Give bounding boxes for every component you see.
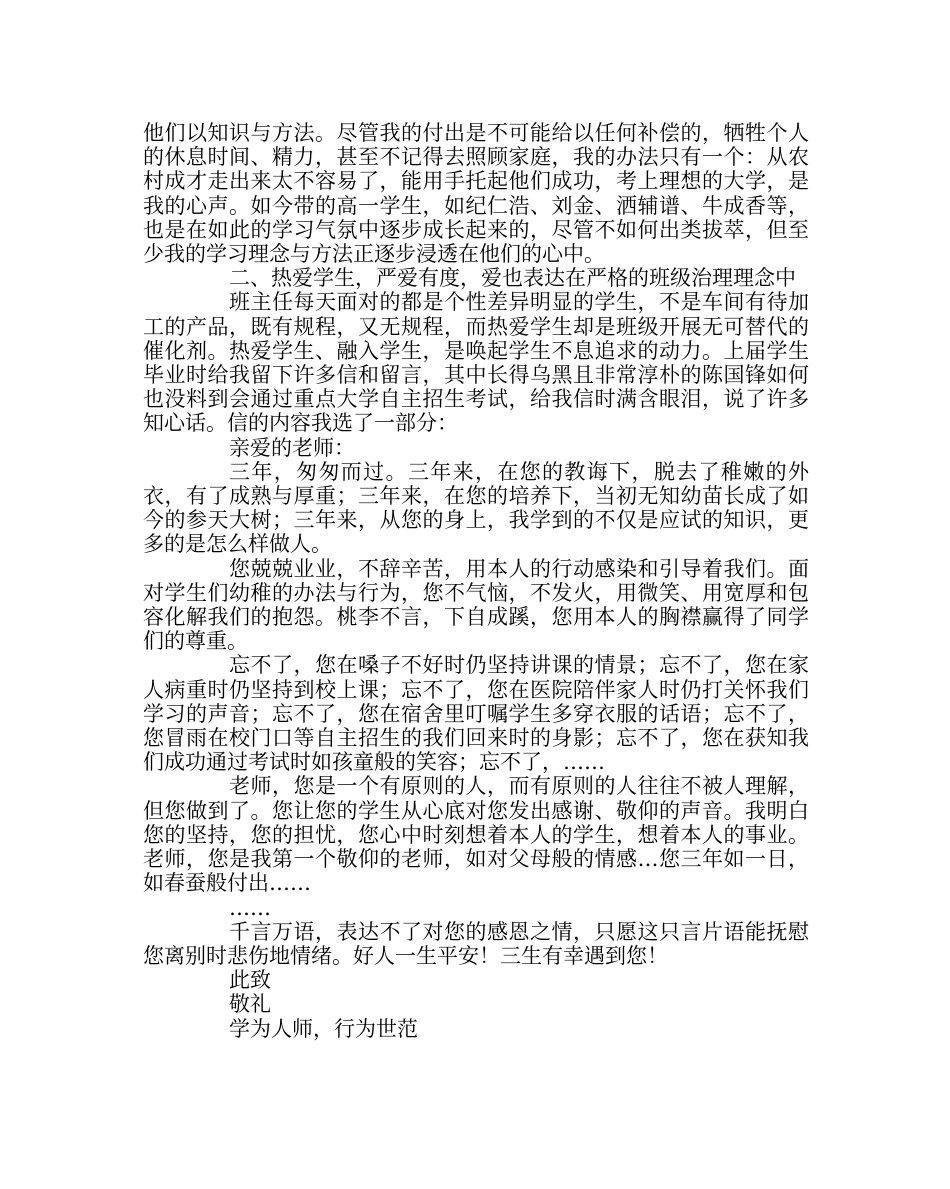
letter-ellipsis: …… bbox=[229, 895, 271, 920]
letter-paragraph-principled: 老师，您是一个有原则的人，而有原则的人往往不被人理解，但您做到了。您让您的学生从心底对您发出感谢、敬仰的声音。我明白您的坚持，您的担忧，您心中时刻想着本人的学生，想着本人的事业。老师，您是我第一个敬仰的老师，如对父母般的情感…您三年如一日，如春蚕般付出…… bbox=[143, 774, 809, 896]
paragraph-dedication: 他们以知识与方法。尽管我的付出是不可能给以任何补偿的，牺牲个人的休息时间、精力，甚至不记得去照顾家庭，我的办法只有一个：从农村成才走出来太不容易了，能用手托起他们成功，考上理想的大学，是我的心声。如今带的高一学生，如纪仁浩、刘金、洒辅谱、牛成香等，也是在如此的学习气氛中逐步成长起来的，尽管不如何出类拔萃，但至少我的学习理念与方法正逐步浸透在他们的心中。 bbox=[143, 121, 809, 267]
letter-paragraph-gratitude: 千言万语，表达不了对您的感恩之情，只愿这只言片语能抚慰您离别时悲伤地情绪。好人一生平安！三生有幸遇到您！ bbox=[143, 919, 809, 968]
letter-paragraph-three-years: 三年，匆匆而过。三年来，在您的教诲下，脱去了稚嫩的外衣，有了成熟与厚重；三年来，在您的培养下，当初无知幼苗长成了如今的参天大树；三年来，从您的身上，我学到的不仅是应试的知识，更多的是怎么样做人。 bbox=[143, 459, 809, 557]
letter-closing-1: 此致 bbox=[229, 968, 271, 993]
letter-paragraph-dedicated: 您兢兢业业，不辞辛苦，用本人的行动感染和引导着我们。面对学生们幼稚的办法与行为，您不气恼，不发火，用微笑、用宽厚和包容化解我们的抱怨。桃李不言，下自成蹊，您用本人的胸襟赢得了同学们的尊重。 bbox=[143, 556, 809, 654]
section-heading-2: 二、热爱学生，严爱有度，爱也表达在严格的班级治理理念中 bbox=[229, 266, 796, 291]
letter-closing-2: 敬礼 bbox=[229, 992, 271, 1017]
letter-signature-motto: 学为人师，行为世范 bbox=[229, 1016, 418, 1041]
paragraph-class-management: 班主任每天面对的都是个性差异明显的学生，不是车间有待加工的产品，既有规程，又无规程，而热爱学生却是班级开展无可替代的催化剂。热爱学生、融入学生，是唤起学生不息追求的动力。上届学生毕业时给我留下许多信和留言，其中长得乌黑且非常淳朴的陈国锋如何也没料到会通过重点大学自主招生考试，给我信时满含眼泪，说了许多知心话。信的内容我选了一部分： bbox=[143, 290, 809, 436]
document-page bbox=[143, 121, 809, 1041]
letter-salutation: 亲爱的老师： bbox=[229, 435, 355, 460]
letter-paragraph-unforgettable: 忘不了，您在嗓子不好时仍坚持讲课的情景；忘不了，您在家人病重时仍坚持到校上课；忘不了，您在医院陪伴家人时仍打关怀我们学习的声音；忘不了，您在宿舍里叮嘱学生多穿衣服的话语；忘不了，您冒雨在校门口等自主招生的我们回来时的身影；忘不了，您在获知我们成功通过考试时如孩童般的笑容；忘不了，…… bbox=[143, 653, 809, 775]
